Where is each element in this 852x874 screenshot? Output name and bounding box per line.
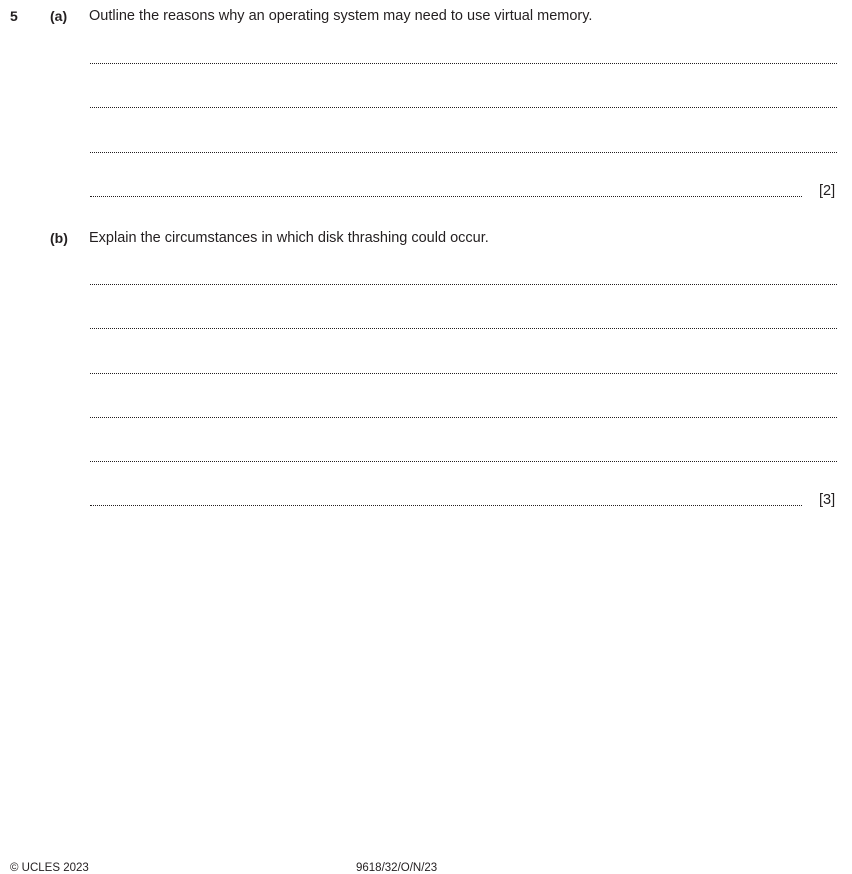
part-b-answer-line-1[interactable] — [90, 284, 837, 285]
part-a-label: (a) — [50, 8, 68, 24]
part-a-marks: [2] — [819, 183, 836, 199]
part-b-answer-line-6[interactable] — [90, 505, 802, 506]
part-a-answer-line-2[interactable] — [90, 107, 837, 108]
part-b-label: (b) — [50, 230, 68, 246]
part-b-prompt: Explain the circumstances in which disk thrashing could occur. — [89, 230, 489, 246]
copyright-notice: © UCLES 2023 — [10, 862, 89, 874]
part-a-answer-line-1[interactable] — [90, 63, 837, 64]
part-a-answer-line-3[interactable] — [90, 152, 837, 153]
part-b-answer-line-3[interactable] — [90, 373, 837, 374]
paper-code: 9618/32/O/N/23 — [356, 862, 438, 874]
question-number: 5 — [10, 8, 18, 24]
part-a-answer-line-4[interactable] — [90, 196, 802, 197]
part-b-answer-line-2[interactable] — [90, 328, 837, 329]
part-b-answer-line-5[interactable] — [90, 461, 837, 462]
part-b-marks: [3] — [819, 492, 836, 508]
part-b-answer-line-4[interactable] — [90, 417, 837, 418]
part-a-prompt: Outline the reasons why an operating system may need to use virtual memory. — [89, 8, 593, 24]
